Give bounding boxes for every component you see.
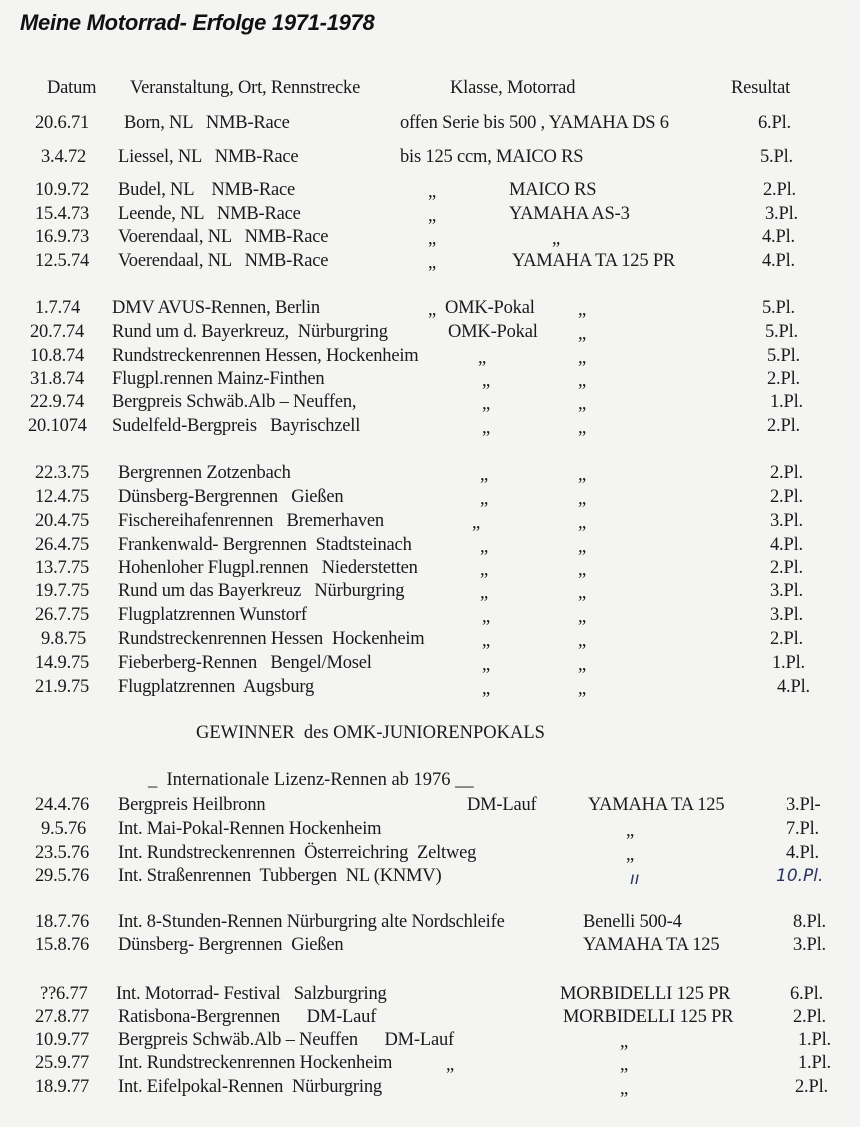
ditto-mark: „ — [578, 324, 587, 344]
row-event: Bergpreis Schwäb.Alb – Neuffen, — [112, 392, 357, 412]
ditto-mark: „ — [482, 394, 491, 414]
row-date: 25.9.77 — [35, 1053, 90, 1073]
row-class: OMK-Pokal — [448, 322, 538, 342]
ditto-mark: „ — [626, 821, 635, 841]
row-event: Flugplatzrennen Wunstorf — [118, 605, 307, 625]
row-event: Liessel, NL NMB-Race — [118, 147, 299, 167]
row-event: Rundstreckenrennen Hessen, Hockenheim — [112, 346, 419, 366]
ditto-mark: „ — [620, 1055, 629, 1075]
ditto-mark: „ — [482, 679, 491, 699]
ditto-mark: „ — [482, 371, 491, 391]
row-event: Bergrennen Zotzenbach — [118, 463, 291, 483]
ditto-mark: „ — [578, 537, 587, 557]
row-event: Int. Motorrad- Festival Salzburgring — [116, 984, 387, 1004]
row-event: Flugplatzrennen Augsburg — [118, 677, 315, 697]
row-result: 2.Pl. — [763, 180, 796, 200]
row-bike: MAICO RS — [509, 180, 597, 200]
row-date: 14.9.75 — [35, 653, 90, 673]
row-bike: YAMAHA TA 125 — [583, 935, 720, 955]
row-date: 10.9.77 — [35, 1030, 90, 1050]
row-result: 2.Pl. — [770, 558, 803, 578]
ditto-mark: „ — [480, 560, 489, 580]
ditto-mark: „ — [552, 229, 561, 249]
row-result: 3.Pl. — [770, 605, 803, 625]
row-event: Int. Eifelpokal-Rennen Nürburgring — [118, 1077, 382, 1097]
row-date: 13.7.75 — [35, 558, 90, 578]
row-date: 20.1074 — [28, 416, 87, 436]
row-date: 26.7.75 — [35, 605, 90, 625]
row-event: Hohenloher Flugpl.rennen Niederstetten — [118, 558, 418, 578]
row-date: 19.7.75 — [35, 581, 90, 601]
row-result: 2.Pl. — [767, 416, 800, 436]
row-date: 31.8.74 — [30, 369, 85, 389]
row-event: Dünsberg- Bergrennen Gießen — [118, 935, 344, 955]
ditto-mark: „ — [480, 537, 489, 557]
row-event: DMV AVUS-Rennen, Berlin — [112, 298, 320, 318]
row-date: 12.5.74 — [35, 251, 90, 271]
ditto-mark: „ — [578, 631, 587, 651]
row-result: 5.Pl. — [762, 298, 795, 318]
ditto-mark: „ — [578, 348, 587, 368]
row-result: 4.Pl. — [777, 677, 810, 697]
ditto-mark: „ — [428, 253, 437, 273]
row-event: Int. Straßenrennen Tubbergen NL (KNMV) — [118, 866, 442, 886]
row-class: DM-Lauf — [467, 795, 537, 815]
row-event: Int. 8-Stunden-Rennen Nürburgring alte Nordschleife — [118, 912, 505, 932]
row-result: 3.Pl. — [765, 204, 798, 224]
row-event: Ratisbona-Bergrennen DM-Lauf — [118, 1007, 377, 1027]
ditto-mark: „ — [578, 655, 587, 675]
ditto-mark: „ — [578, 607, 587, 627]
ditto-mark: „ — [482, 655, 491, 675]
ditto-mark: „ — [428, 206, 437, 226]
row-event: Fieberberg-Rennen Bengel/Mosel — [118, 653, 372, 673]
row-result: 4.Pl. — [762, 227, 795, 247]
row-event: Frankenwald- Bergrennen Stadtsteinach — [118, 535, 412, 555]
row-date: 9.8.75 — [41, 629, 87, 649]
row-event: Int. Rundstreckenrennen Hockenheim — [118, 1053, 393, 1073]
row-result: 1.Pl. — [798, 1053, 831, 1073]
ditto-mark: „ — [578, 371, 587, 391]
row-date: 20.4.75 — [35, 511, 90, 531]
ditto-mark: „ — [626, 845, 635, 865]
header-result: Resultat — [731, 78, 791, 98]
row-class: OMK-Pokal — [445, 298, 535, 318]
row-bike: YAMAHA AS-3 — [509, 204, 630, 224]
row-date: 24.4.76 — [35, 795, 90, 815]
row-event: Sudelfeld-Bergpreis Bayrischzell — [112, 416, 361, 436]
row-event: Rundstreckenrennen Hessen Hockenheim — [118, 629, 425, 649]
header-date: Datum — [47, 78, 97, 98]
handwritten-result: 10.Pl. — [776, 866, 824, 886]
row-event: Budel, NL NMB-Race — [118, 180, 295, 200]
row-date: 29.5.76 — [35, 866, 90, 886]
row-date: 26.4.75 — [35, 535, 90, 555]
ditto-mark: „ — [480, 465, 489, 485]
row-date: 10.8.74 — [30, 346, 85, 366]
row-date: 20.6.71 — [35, 113, 90, 133]
row-event: Dünsberg-Bergrennen Gießen — [118, 487, 344, 507]
ditto-mark: „ — [428, 182, 437, 202]
ditto-mark: „ — [428, 300, 437, 320]
row-date: 9.5.76 — [41, 819, 87, 839]
row-result: 1.Pl. — [798, 1030, 831, 1050]
row-class: bis 125 ccm, MAICO RS — [400, 147, 584, 167]
document-title: Meine Motorrad- Erfolge 1971-1978 — [20, 10, 375, 35]
row-date: 20.7.74 — [30, 322, 85, 342]
row-bike: Benelli 500-4 — [583, 912, 682, 932]
row-result: 5.Pl. — [760, 147, 793, 167]
ditto-mark: „ — [428, 229, 437, 249]
row-event: Voerendaal, NL NMB-Race — [118, 251, 329, 271]
ditto-mark: „ — [472, 513, 481, 533]
license-heading: _ Internationale Lizenz-Rennen ab 1976 __ — [148, 770, 474, 790]
ditto-mark: „ — [480, 583, 489, 603]
row-date: 21.9.75 — [35, 677, 90, 697]
row-result: 3.Pl. — [770, 511, 803, 531]
row-date: 16.9.73 — [35, 227, 90, 247]
row-result: 5.Pl. — [767, 346, 800, 366]
row-date: 10.9.72 — [35, 180, 90, 200]
row-event: Int. Mai-Pokal-Rennen Hockenheim — [118, 819, 382, 839]
row-result: 4.Pl. — [762, 251, 795, 271]
omk-winner-heading: GEWINNER des OMK-JUNIORENPOKALS — [196, 723, 545, 743]
row-result: 3.Pl- — [786, 795, 821, 815]
row-result: 2.Pl. — [767, 369, 800, 389]
row-date: 22.3.75 — [35, 463, 90, 483]
ditto-mark: „ — [482, 607, 491, 627]
row-result: 4.Pl. — [786, 843, 819, 863]
ditto-mark: „ — [578, 418, 587, 438]
row-date: 15.4.73 — [35, 204, 90, 224]
ditto-mark: „ — [578, 513, 587, 533]
ditto-mark: „ — [482, 631, 491, 651]
row-date: 18.9.77 — [35, 1077, 90, 1097]
row-event: Rund um d. Bayerkreuz, Nürburgring — [112, 322, 388, 342]
row-date: 1.7.74 — [35, 298, 81, 318]
row-class: offen Serie bis 500 , YAMAHA DS 6 — [400, 113, 669, 133]
row-result: 1.Pl. — [770, 392, 803, 412]
row-result: 2.Pl. — [770, 487, 803, 507]
row-event: Flugpl.rennen Mainz-Finthen — [112, 369, 325, 389]
ditto-mark: „ — [578, 394, 587, 414]
ditto-mark: „ — [480, 489, 489, 509]
ditto-mark: „ — [446, 1055, 455, 1075]
ditto-mark: „ — [578, 300, 587, 320]
row-event: Leende, NL NMB-Race — [118, 204, 301, 224]
row-result: 2.Pl. — [770, 629, 803, 649]
ditto-mark: „ — [578, 489, 587, 509]
ditto-mark: „ — [578, 679, 587, 699]
row-event: Born, NL NMB-Race — [124, 113, 290, 133]
row-bike: MORBIDELLI 125 PR — [563, 1007, 734, 1027]
row-bike: MORBIDELLI 125 PR — [560, 984, 731, 1004]
row-result: 3.Pl. — [770, 581, 803, 601]
row-event: Bergpreis Schwäb.Alb – Neuffen DM-Lauf — [118, 1030, 454, 1050]
row-date: 15.8.76 — [35, 935, 90, 955]
handwritten-ditto: ıı — [630, 869, 640, 889]
row-result: 2.Pl. — [793, 1007, 826, 1027]
row-result: 2.Pl. — [770, 463, 803, 483]
row-date: 3.4.72 — [41, 147, 87, 167]
row-result: 1.Pl. — [772, 653, 805, 673]
row-result: 3.Pl. — [793, 935, 826, 955]
ditto-mark: „ — [578, 583, 587, 603]
row-bike: YAMAHA TA 125 — [588, 795, 725, 815]
row-date: 12.4.75 — [35, 487, 90, 507]
ditto-mark: „ — [578, 465, 587, 485]
row-event: Rund um das Bayerkreuz Nürburgring — [118, 581, 405, 601]
row-date: 27.8.77 — [35, 1007, 90, 1027]
row-result: 7.Pl. — [786, 819, 819, 839]
row-result: 6.Pl. — [790, 984, 823, 1004]
row-result: 2.Pl. — [795, 1077, 828, 1097]
row-event: Int. Rundstreckenrennen Österreichring Zeltweg — [118, 843, 477, 863]
row-event: Bergpreis Heilbronn — [118, 795, 266, 815]
row-date: 23.5.76 — [35, 843, 90, 863]
row-bike: YAMAHA TA 125 PR — [512, 251, 676, 271]
ditto-mark: „ — [478, 348, 487, 368]
row-result: 8.Pl. — [793, 912, 826, 932]
row-event: Fischereihafenrennen Bremerhaven — [118, 511, 384, 531]
row-date: ??6.77 — [40, 984, 88, 1004]
ditto-mark: „ — [482, 418, 491, 438]
row-date: 18.7.76 — [35, 912, 90, 932]
header-class: Klasse, Motorrad — [450, 78, 576, 98]
ditto-mark: „ — [578, 560, 587, 580]
row-result: 5.Pl. — [765, 322, 798, 342]
row-event: Voerendaal, NL NMB-Race — [118, 227, 329, 247]
row-result: 6.Pl. — [758, 113, 791, 133]
row-date: 22.9.74 — [30, 392, 85, 412]
ditto-mark: „ — [620, 1032, 629, 1052]
ditto-mark: „ — [620, 1079, 629, 1099]
row-result: 4.Pl. — [770, 535, 803, 555]
header-event: Veranstaltung, Ort, Rennstrecke — [130, 78, 361, 98]
